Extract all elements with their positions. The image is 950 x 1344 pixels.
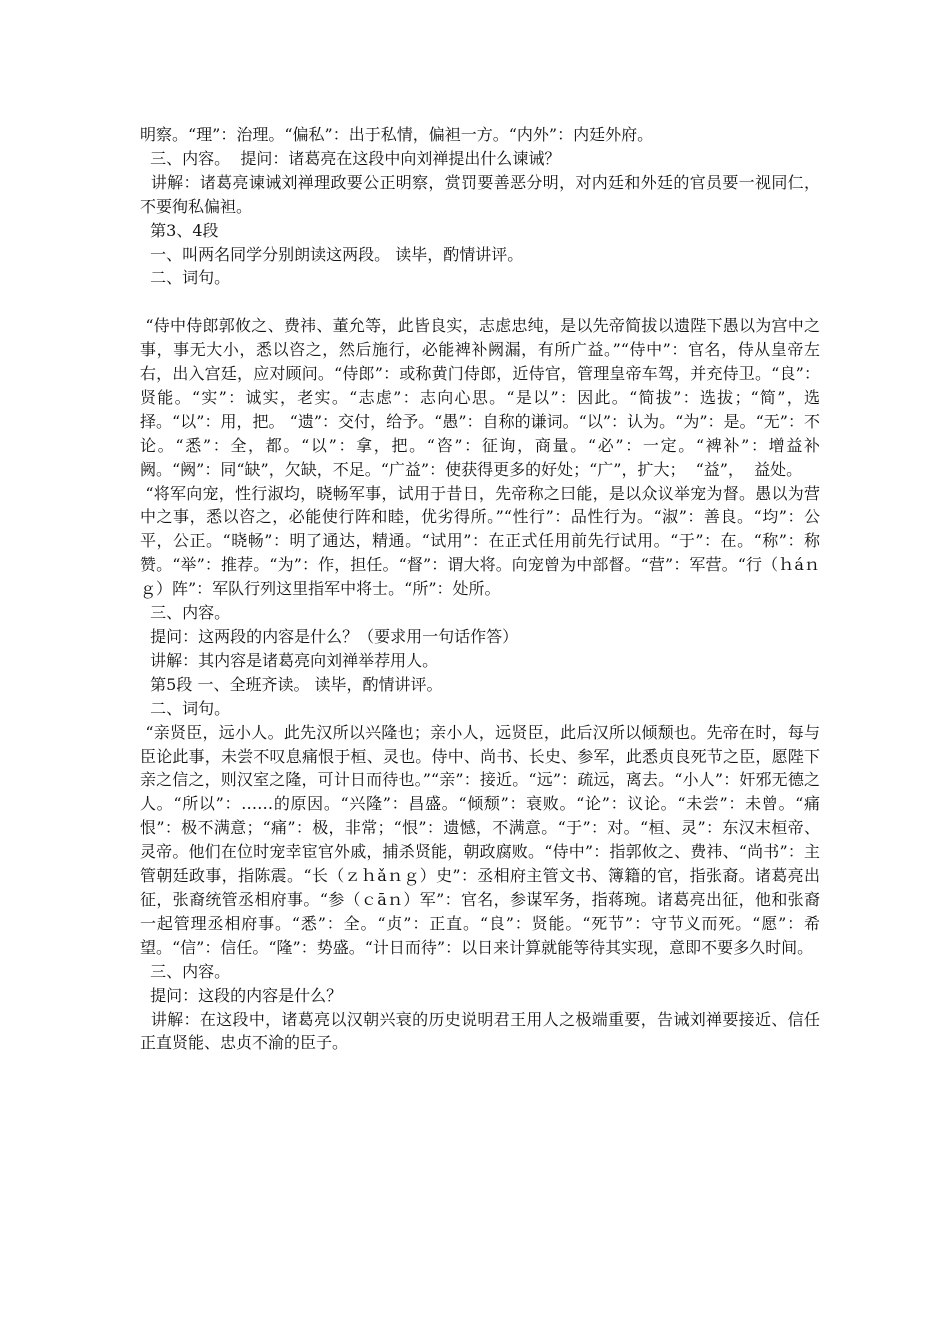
paragraph-annotation-end: 明察。“理”：治理。“偏私”：出于私情，偏袒一方。“内外”：内廷外府。 bbox=[140, 125, 654, 144]
paragraph-content-question: 三、内容。 提问：诸葛亮在这段中向刘禅提出什么谏诫？ bbox=[140, 148, 561, 168]
section-heading-3-4: 第3、4段 bbox=[140, 220, 219, 240]
section-heading-5: 第5段 一、全班齐读。 读毕，酌情讲评。 bbox=[140, 674, 443, 694]
paragraph-reading-task: 一、叫两名同学分别朗读这两段。 读毕，酌情讲评。 bbox=[140, 244, 524, 264]
paragraph-content-heading: 三、内容。 bbox=[140, 603, 231, 623]
paragraph-quote-shizhong: “侍中侍郎郭攸之、费祎、董允等，此皆良实，志虑忠纯，是以先帝简拔以遗陛下愚以为宫中之事，事无大小，悉以咨之，然后施行，必能裨补阙漏，有所广益。”“侍中”：官名，侍从皇帝左右，出入宫廷，应对顾问。“侍郎”：或称黄门侍郎，近侍官，管理皇帝车驾，并充侍卫。“良”：贤能。“实”：诚实，老实。“志虑”：志向心思。“是以”：因此。“简拔”：选拔；“简”，选择。“以”：用，把。 “遗”：交付，给予。“愚”：自称的谦词。“以”：认为。“为”：是。“无”：不论。“悉”：全，都。“以”：拿，把。“咨”：征询，商量。“必”：一定。“裨补”：增益补阙。“阙”：同“缺”，欠缺，不足。“广益”：使获得更多的好处；“广”，扩大； “益”， 益处。 bbox=[140, 316, 820, 479]
paragraph-quote-qinxianchen: “亲贤臣，远小人。此先汉所以兴隆也；亲小人，远贤臣，此后汉所以倾颓也。先帝在时，每与臣论此事，未尝不叹息痛恨于桓、灵也。侍中、尚书、长史、参军，此悉贞良死节之臣，愿陛下亲之信之，则汉室之隆，可计日而待也。”“亲”：接近。“远”：疏远，离去。“小人”：奸邪无德之人。“所以”：……的原因。“兴隆”：昌盛。“倾颓”：衰败。“论”：议论。“未尝”：未曾。“痛恨”：极不满意；“痛”：极，非常；“恨”：遗憾，不满意。“于”：对。“桓、灵”：东汉末桓帝、灵帝。他们在位时宠幸宦官外戚，捕杀贤能，朝政腐败。“侍中”：指郭攸之、费祎、“尚书”：主管朝廷政事，指陈震。“长（ｚｈǎｎｇ）史”：丞相府主管文书、簿籍的官，指张裔。诸葛亮出征，张裔统管丞相府事。“参（ｃāｎ）军”：官名，参谋军务，指蒋琬。诸葛亮出征，他和张裔一起管理丞相府事。“悉”：全。“贞”：正直。“良”：贤能。“死节”：守节义而死。“愿”：希望。“信”：信任。“隆”：势盛。“计日而待”：以日来计算就能等待其实现，意即不要多久时间。 bbox=[140, 722, 820, 957]
paragraph-question-two: 提问：这两段的内容是什么？（要求用一句话作答） bbox=[140, 627, 519, 647]
paragraph-words-heading: 二、词句。 bbox=[140, 268, 231, 288]
paragraph-quote-xiangchong: “将军向宠，性行淑均，晓畅军事，试用于昔日，先帝称之曰能，是以众议举宠为督。愚以为营中之事，悉以咨之，必能使行阵和睦，优劣得所。”“性行”：品性行为。“淑”：善良。“均”：公平，公正。“晓畅”：明了通达，精通。“试用”：在正式任用前先行试用。“于”：在。“称”：称赞。“举”：推荐。“为”：作，担任。“督”：谓大将。向宠曾为中部督。“营”：军营。“行（ｈáｎｇ）阵”：军队行列这里指军中将士。“所”：处所。 bbox=[140, 483, 820, 599]
paragraph-explanation-three: 讲解：在这段中，诸葛亮以汉朝兴衰的历史说明君王用人之极端重要，告诫刘禅要接近、信任正直贤能、忠贞不渝的臣子。 bbox=[140, 1009, 820, 1053]
paragraph-question-three: 提问：这段的内容是什么？ bbox=[140, 985, 343, 1005]
paragraph-explanation-two: 讲解：其内容是诸葛亮向刘禅举荐用人。 bbox=[140, 650, 439, 670]
blank-line bbox=[140, 290, 820, 314]
paragraph-explanation: 讲解：诸葛亮谏诫刘禅理政要公正明察，赏罚要善恶分明，对内廷和外廷的官员要一视同仁，不要徇私偏袒。 bbox=[140, 172, 820, 216]
paragraph-content-heading-two: 三、内容。 bbox=[140, 961, 231, 981]
document-body bbox=[140, 123, 820, 1055]
paragraph-words-heading-two: 二、词句。 bbox=[140, 698, 231, 718]
